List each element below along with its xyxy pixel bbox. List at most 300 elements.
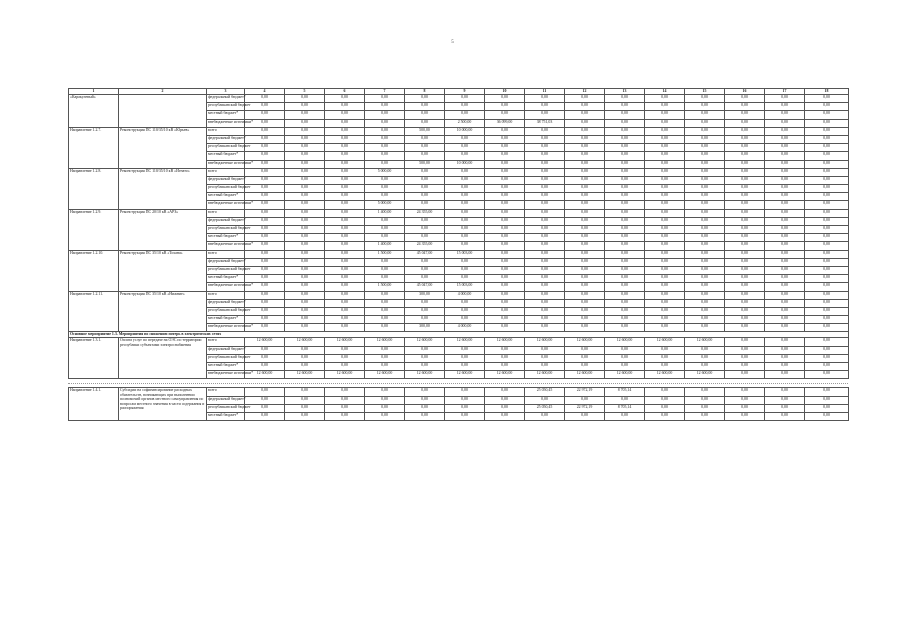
amount-cell: 0,00 xyxy=(765,338,805,346)
funding-source: всего xyxy=(207,127,245,135)
column-header: 8 xyxy=(405,89,445,95)
measure-name: Реконструкция ПС 35/10 кВ «Нижние» xyxy=(119,291,207,332)
amount-cell: 0,00 xyxy=(245,135,285,143)
amount-cell: 0,00 xyxy=(805,234,849,242)
amount-cell: 25 050,45 xyxy=(525,404,565,412)
amount-cell: 0,00 xyxy=(325,209,365,217)
amount-cell: 0,00 xyxy=(365,291,405,299)
amount-cell: 0,00 xyxy=(485,363,525,371)
amount-cell: 0,00 xyxy=(365,127,405,135)
amount-cell: 0,00 xyxy=(525,168,565,176)
amount-cell: 0,00 xyxy=(485,176,525,184)
amount-cell: 0,00 xyxy=(725,226,765,234)
amount-cell: 0,00 xyxy=(805,119,849,127)
amount-cell: 12 600,00 xyxy=(525,371,565,379)
amount-cell: 0,00 xyxy=(605,234,645,242)
amount-cell: 0,00 xyxy=(405,185,445,193)
amount-cell: 0,00 xyxy=(285,193,325,201)
amount-cell: 0,00 xyxy=(285,103,325,111)
amount-cell: 0,00 xyxy=(525,185,565,193)
measure-name: Реконструкция ПС 35/10 кВ «Тохана» xyxy=(119,250,207,291)
amount-cell: 0,00 xyxy=(685,299,725,307)
amount-cell: 0,00 xyxy=(765,127,805,135)
amount-cell: 0,00 xyxy=(685,242,725,250)
amount-cell: 0,00 xyxy=(325,160,365,168)
amount-cell: 45 047,00 xyxy=(405,283,445,291)
amount-cell: 0,00 xyxy=(805,176,849,184)
amount-cell: 0,00 xyxy=(405,258,445,266)
measure-code: Направление 1.3.1. xyxy=(69,338,119,379)
amount-cell: 0,00 xyxy=(525,217,565,225)
amount-cell: 0,00 xyxy=(685,266,725,274)
amount-cell: 0,00 xyxy=(365,299,405,307)
amount-cell: 0,00 xyxy=(725,160,765,168)
amount-cell: 0,00 xyxy=(725,201,765,209)
amount-cell: 0,00 xyxy=(765,176,805,184)
funding-source: федеральный бюджет* xyxy=(207,299,245,307)
amount-cell: 0,00 xyxy=(485,226,525,234)
amount-cell: 12 600,00 xyxy=(325,371,365,379)
amount-cell: 0,00 xyxy=(525,176,565,184)
amount-cell: 0,00 xyxy=(325,258,365,266)
amount-cell: 0,00 xyxy=(725,338,765,346)
amount-cell: 0,00 xyxy=(285,258,325,266)
amount-cell: 0,00 xyxy=(525,135,565,143)
amount-cell: 0,00 xyxy=(605,250,645,258)
amount-cell: 0,00 xyxy=(765,160,805,168)
amount-cell: 0,00 xyxy=(445,152,485,160)
amount-cell: 0,00 xyxy=(285,95,325,103)
column-header: 18 xyxy=(805,89,849,95)
amount-cell: 0,00 xyxy=(725,346,765,354)
amount-cell: 0,00 xyxy=(805,396,849,404)
funding-source: местный бюджет* xyxy=(207,193,245,201)
amount-cell: 0,00 xyxy=(525,307,565,315)
amount-cell: 0,00 xyxy=(725,354,765,362)
amount-cell: 12 600,00 xyxy=(445,371,485,379)
amount-cell: 45 047,00 xyxy=(405,250,445,258)
measure-name: Реконструкция ПС 110/35/10 кВ «Игнато» xyxy=(119,168,207,209)
amount-cell: 0,00 xyxy=(365,119,405,127)
amount-cell: 0,00 xyxy=(445,185,485,193)
amount-cell: 0,00 xyxy=(485,95,525,103)
funding-source: внебюджетные источники* xyxy=(207,160,245,168)
amount-cell: 0,00 xyxy=(605,193,645,201)
measure-name: Оплата услуг по передаче на ОЭС по территории республики субъектами электроснабжения xyxy=(119,338,207,379)
amount-cell: 0,00 xyxy=(725,242,765,250)
amount-cell: 12 600,00 xyxy=(365,338,405,346)
amount-cell: 0,00 xyxy=(765,168,805,176)
measure-code: Направление 1.4.1. xyxy=(69,388,119,421)
amount-cell: 0,00 xyxy=(245,396,285,404)
amount-cell: 0,00 xyxy=(405,363,445,371)
measure-name: Субсидии на софинансирование расходных обязательств, возникающих при выполнении полномочий органов местного самоуправления по вопросам местного значения в части содержания и распоряжения xyxy=(119,388,207,421)
amount-cell: 0,00 xyxy=(525,275,565,283)
funding-source: федеральный бюджет* xyxy=(207,95,245,103)
amount-cell: 0,00 xyxy=(525,201,565,209)
amount-cell: 0,00 xyxy=(445,412,485,420)
amount-cell: 12 600,00 xyxy=(405,338,445,346)
amount-cell: 0,00 xyxy=(645,283,685,291)
amount-cell: 0,00 xyxy=(765,275,805,283)
funding-source: федеральный бюджет* xyxy=(207,217,245,225)
amount-cell: 0,00 xyxy=(405,226,445,234)
amount-cell: 0,00 xyxy=(245,275,285,283)
amount-cell: 0,00 xyxy=(445,275,485,283)
amount-cell: 0,00 xyxy=(805,291,849,299)
amount-cell: 0,00 xyxy=(405,193,445,201)
amount-cell: 0,00 xyxy=(765,209,805,217)
amount-cell: 0,00 xyxy=(285,185,325,193)
amount-cell: 0,00 xyxy=(765,103,805,111)
column-header: 11 xyxy=(525,89,565,95)
amount-cell: 0,00 xyxy=(245,354,285,362)
funding-source: республиканский бюджет xyxy=(207,103,245,111)
amount-cell: 1 500,00 xyxy=(365,283,405,291)
amount-cell: 0,00 xyxy=(285,299,325,307)
amount-cell: 8 705,14 xyxy=(605,404,645,412)
amount-cell: 0,00 xyxy=(365,324,405,332)
amount-cell: 0,00 xyxy=(765,404,805,412)
amount-cell: 0,00 xyxy=(565,111,605,119)
amount-cell: 0,00 xyxy=(485,127,525,135)
amount-cell: 0,00 xyxy=(605,226,645,234)
amount-cell: 0,00 xyxy=(805,111,849,119)
amount-cell: 12 600,00 xyxy=(565,371,605,379)
funding-source: республиканский бюджет xyxy=(207,404,245,412)
amount-cell: 0,00 xyxy=(325,250,365,258)
amount-cell: 0,00 xyxy=(565,168,605,176)
amount-cell: 0,00 xyxy=(725,193,765,201)
amount-cell: 0,00 xyxy=(525,258,565,266)
amount-cell: 0,00 xyxy=(805,371,849,379)
column-header: 3 xyxy=(207,89,245,95)
amount-cell: 12 600,00 xyxy=(445,338,485,346)
amount-cell: 0,00 xyxy=(685,250,725,258)
amount-cell: 0,00 xyxy=(365,388,405,396)
amount-cell: 0,00 xyxy=(485,201,525,209)
amount-cell: 0,00 xyxy=(765,250,805,258)
amount-cell: 0,00 xyxy=(325,242,365,250)
funding-source: республиканский бюджет xyxy=(207,144,245,152)
amount-cell: 0,00 xyxy=(725,324,765,332)
amount-cell: 0,00 xyxy=(565,396,605,404)
amount-cell: 0,00 xyxy=(405,266,445,274)
funding-source: внебюджетные источники* xyxy=(207,201,245,209)
amount-cell: 25 050,45 xyxy=(525,388,565,396)
measure-name: Реконструкция ПС 110/35/10 кВ «Юрьев» xyxy=(119,127,207,168)
amount-cell: 0,00 xyxy=(325,127,365,135)
amount-cell: 0,00 xyxy=(765,346,805,354)
amount-cell: 0,00 xyxy=(685,209,725,217)
amount-cell: 0,00 xyxy=(245,160,285,168)
table-body xyxy=(69,89,849,421)
amount-cell: 0,00 xyxy=(525,160,565,168)
amount-cell: 0,00 xyxy=(605,217,645,225)
amount-cell: 0,00 xyxy=(685,307,725,315)
amount-cell: 0,00 xyxy=(485,160,525,168)
amount-cell: 0,00 xyxy=(565,324,605,332)
column-header: 10 xyxy=(485,89,525,95)
amount-cell: 0,00 xyxy=(245,324,285,332)
amount-cell: 0,00 xyxy=(725,119,765,127)
amount-cell: 0,00 xyxy=(725,266,765,274)
amount-cell: 0,00 xyxy=(605,258,645,266)
amount-cell: 0,00 xyxy=(245,152,285,160)
table-row xyxy=(69,291,849,299)
amount-cell: 0,00 xyxy=(685,185,725,193)
amount-cell: 0,00 xyxy=(605,135,645,143)
amount-cell: 0,00 xyxy=(405,299,445,307)
amount-cell: 10 000,00 xyxy=(445,127,485,135)
amount-cell: 0,00 xyxy=(245,404,285,412)
amount-cell: 0,00 xyxy=(725,217,765,225)
amount-cell: 0,00 xyxy=(805,209,849,217)
amount-cell: 0,00 xyxy=(485,346,525,354)
amount-cell: 0,00 xyxy=(605,266,645,274)
amount-cell: 38 751,03 xyxy=(525,119,565,127)
amount-cell: 0,00 xyxy=(685,226,725,234)
table-row xyxy=(69,338,849,346)
amount-cell: 0,00 xyxy=(645,226,685,234)
amount-cell: 0,00 xyxy=(645,201,685,209)
amount-cell: 0,00 xyxy=(485,111,525,119)
amount-cell: 0,00 xyxy=(365,111,405,119)
amount-cell: 0,00 xyxy=(445,209,485,217)
amount-cell: 24 355,00 xyxy=(405,209,445,217)
amount-cell: 0,00 xyxy=(685,346,725,354)
amount-cell: 0,00 xyxy=(245,363,285,371)
table-row xyxy=(69,95,849,103)
amount-cell: 0,00 xyxy=(605,307,645,315)
amount-cell: 0,00 xyxy=(245,103,285,111)
amount-cell: 0,00 xyxy=(365,185,405,193)
column-header: 17 xyxy=(765,89,805,95)
amount-cell: 0,00 xyxy=(565,152,605,160)
amount-cell: 0,00 xyxy=(645,266,685,274)
amount-cell: 0,00 xyxy=(645,119,685,127)
amount-cell: 0,00 xyxy=(285,201,325,209)
amount-cell: 0,00 xyxy=(405,412,445,420)
amount-cell: 0,00 xyxy=(525,283,565,291)
amount-cell: 0,00 xyxy=(325,119,365,127)
amount-cell: 0,00 xyxy=(805,250,849,258)
amount-cell: 0,00 xyxy=(445,354,485,362)
amount-cell: 0,00 xyxy=(805,168,849,176)
amount-cell: 0,00 xyxy=(445,363,485,371)
amount-cell: 300,00 xyxy=(405,324,445,332)
amount-cell: 0,00 xyxy=(605,144,645,152)
amount-cell: 0,00 xyxy=(485,324,525,332)
amount-cell: 12 600,00 xyxy=(405,371,445,379)
amount-cell: 0,00 xyxy=(605,168,645,176)
amount-cell: 0,00 xyxy=(805,242,849,250)
amount-cell: 0,00 xyxy=(805,266,849,274)
amount-cell: 0,00 xyxy=(605,412,645,420)
amount-cell: 0,00 xyxy=(525,266,565,274)
amount-cell: 5 000,00 xyxy=(365,168,405,176)
amount-cell: 0,00 xyxy=(725,234,765,242)
amount-cell: 0,00 xyxy=(525,144,565,152)
amount-cell: 0,00 xyxy=(765,412,805,420)
amount-cell: 0,00 xyxy=(365,307,405,315)
amount-cell: 0,00 xyxy=(565,185,605,193)
amount-cell: 0,00 xyxy=(645,363,685,371)
amount-cell: 0,00 xyxy=(685,316,725,324)
column-header: 12 xyxy=(565,89,605,95)
amount-cell: 0,00 xyxy=(325,226,365,234)
amount-cell: 0,00 xyxy=(645,217,685,225)
amount-cell: 0,00 xyxy=(765,354,805,362)
amount-cell: 0,00 xyxy=(725,95,765,103)
amount-cell: 0,00 xyxy=(285,324,325,332)
page-number: 5 xyxy=(451,40,454,45)
amount-cell: 0,00 xyxy=(645,209,685,217)
amount-cell: 0,00 xyxy=(725,371,765,379)
amount-cell: 500,00 xyxy=(405,127,445,135)
amount-cell: 12 600,00 xyxy=(245,338,285,346)
amount-cell: 0,00 xyxy=(805,201,849,209)
amount-cell: 0,00 xyxy=(645,111,685,119)
amount-cell: 0,00 xyxy=(765,299,805,307)
amount-cell: 0,00 xyxy=(525,226,565,234)
amount-cell: 0,00 xyxy=(645,103,685,111)
amount-cell: 0,00 xyxy=(245,201,285,209)
amount-cell: 0,00 xyxy=(645,185,685,193)
measure-code: Направление 1.2.11. xyxy=(69,291,119,332)
amount-cell: 0,00 xyxy=(325,396,365,404)
amount-cell: 12 600,00 xyxy=(485,371,525,379)
amount-cell: 0,00 xyxy=(685,193,725,201)
amount-cell: 0,00 xyxy=(445,144,485,152)
amount-cell: 12 600,00 xyxy=(605,338,645,346)
amount-cell: 0,00 xyxy=(485,388,525,396)
amount-cell: 0,00 xyxy=(365,135,405,143)
amount-cell: 0,00 xyxy=(525,250,565,258)
amount-cell: 0,00 xyxy=(525,316,565,324)
amount-cell: 0,00 xyxy=(605,176,645,184)
amount-cell: 0,00 xyxy=(485,316,525,324)
amount-cell: 0,00 xyxy=(325,266,365,274)
column-header: 13 xyxy=(605,89,645,95)
funding-source: внебюджетные источники* xyxy=(207,242,245,250)
amount-cell: 12 600,00 xyxy=(645,338,685,346)
amount-cell: 0,00 xyxy=(645,396,685,404)
amount-cell: 0,00 xyxy=(685,111,725,119)
amount-cell: 0,00 xyxy=(645,127,685,135)
amount-cell: 0,00 xyxy=(405,135,445,143)
amount-cell: 0,00 xyxy=(405,201,445,209)
amount-cell: 0,00 xyxy=(245,242,285,250)
amount-cell: 0,00 xyxy=(805,226,849,234)
amount-cell: 0,00 xyxy=(285,283,325,291)
amount-cell: 0,00 xyxy=(405,168,445,176)
amount-cell: 0,00 xyxy=(805,127,849,135)
funding-source: внебюджетные источники* xyxy=(207,324,245,332)
amount-cell: 0,00 xyxy=(685,135,725,143)
amount-cell: 0,00 xyxy=(605,160,645,168)
amount-cell: 0,00 xyxy=(565,226,605,234)
amount-cell: 0,00 xyxy=(485,193,525,201)
amount-cell: 0,00 xyxy=(365,396,405,404)
amount-cell: 0,00 xyxy=(605,354,645,362)
amount-cell: 0,00 xyxy=(325,95,365,103)
amount-cell: 0,00 xyxy=(285,176,325,184)
amount-cell: 0,00 xyxy=(285,388,325,396)
funding-source: всего xyxy=(207,168,245,176)
amount-cell: 22 972,19 xyxy=(565,388,605,396)
amount-cell: 0,00 xyxy=(245,226,285,234)
amount-cell: 0,00 xyxy=(685,354,725,362)
funding-source: республиканский бюджет xyxy=(207,226,245,234)
amount-cell: 0,00 xyxy=(725,275,765,283)
amount-cell: 0,00 xyxy=(285,266,325,274)
amount-cell: 0,00 xyxy=(645,135,685,143)
amount-cell: 0,00 xyxy=(725,111,765,119)
amount-cell: 0,00 xyxy=(565,258,605,266)
table-row xyxy=(69,127,849,135)
amount-cell: 0,00 xyxy=(485,299,525,307)
amount-cell: 10 000,00 xyxy=(445,160,485,168)
amount-cell: 0,00 xyxy=(565,135,605,143)
amount-cell: 0,00 xyxy=(765,266,805,274)
amount-cell: 0,00 xyxy=(565,209,605,217)
column-header: 6 xyxy=(325,89,365,95)
amount-cell: 0,00 xyxy=(805,160,849,168)
amount-cell: 0,00 xyxy=(365,95,405,103)
column-header: 16 xyxy=(725,89,765,95)
funding-source: федеральный бюджет* xyxy=(207,346,245,354)
amount-cell: 0,00 xyxy=(765,95,805,103)
funding-source: республиканский бюджет xyxy=(207,354,245,362)
amount-cell: 0,00 xyxy=(325,299,365,307)
amount-cell: 0,00 xyxy=(605,185,645,193)
funding-source: всего xyxy=(207,338,245,346)
amount-cell: 0,00 xyxy=(805,388,849,396)
funding-source: всего xyxy=(207,209,245,217)
measure-code: Направление 1.2.10. xyxy=(69,250,119,291)
amount-cell: 0,00 xyxy=(765,258,805,266)
amount-cell: 12 600,00 xyxy=(285,371,325,379)
amount-cell: 0,00 xyxy=(725,135,765,143)
funding-source: внебюджетные источники* xyxy=(207,119,245,127)
amount-cell: 0,00 xyxy=(765,135,805,143)
amount-cell: 0,00 xyxy=(485,404,525,412)
amount-cell: 0,00 xyxy=(805,307,849,315)
amount-cell: 0,00 xyxy=(765,234,805,242)
amount-cell: 0,00 xyxy=(685,95,725,103)
amount-cell: 0,00 xyxy=(765,185,805,193)
column-header: 4 xyxy=(245,89,285,95)
amount-cell: 0,00 xyxy=(805,324,849,332)
amount-cell: 0,00 xyxy=(485,168,525,176)
amount-cell: 0,00 xyxy=(725,103,765,111)
amount-cell: 0,00 xyxy=(285,226,325,234)
amount-cell: 0,00 xyxy=(245,234,285,242)
table-row xyxy=(69,209,849,217)
funding-source: внебюджетные источники* xyxy=(207,371,245,379)
amount-cell: 0,00 xyxy=(285,111,325,119)
amount-cell: 0,00 xyxy=(365,412,405,420)
amount-cell: 0,00 xyxy=(285,209,325,217)
amount-cell: 0,00 xyxy=(805,95,849,103)
amount-cell: 0,00 xyxy=(285,363,325,371)
amount-cell: 4 000,00 xyxy=(445,324,485,332)
amount-cell: 0,00 xyxy=(725,258,765,266)
amount-cell: 0,00 xyxy=(645,291,685,299)
amount-cell: 0,00 xyxy=(605,95,645,103)
amount-cell: 0,00 xyxy=(765,363,805,371)
